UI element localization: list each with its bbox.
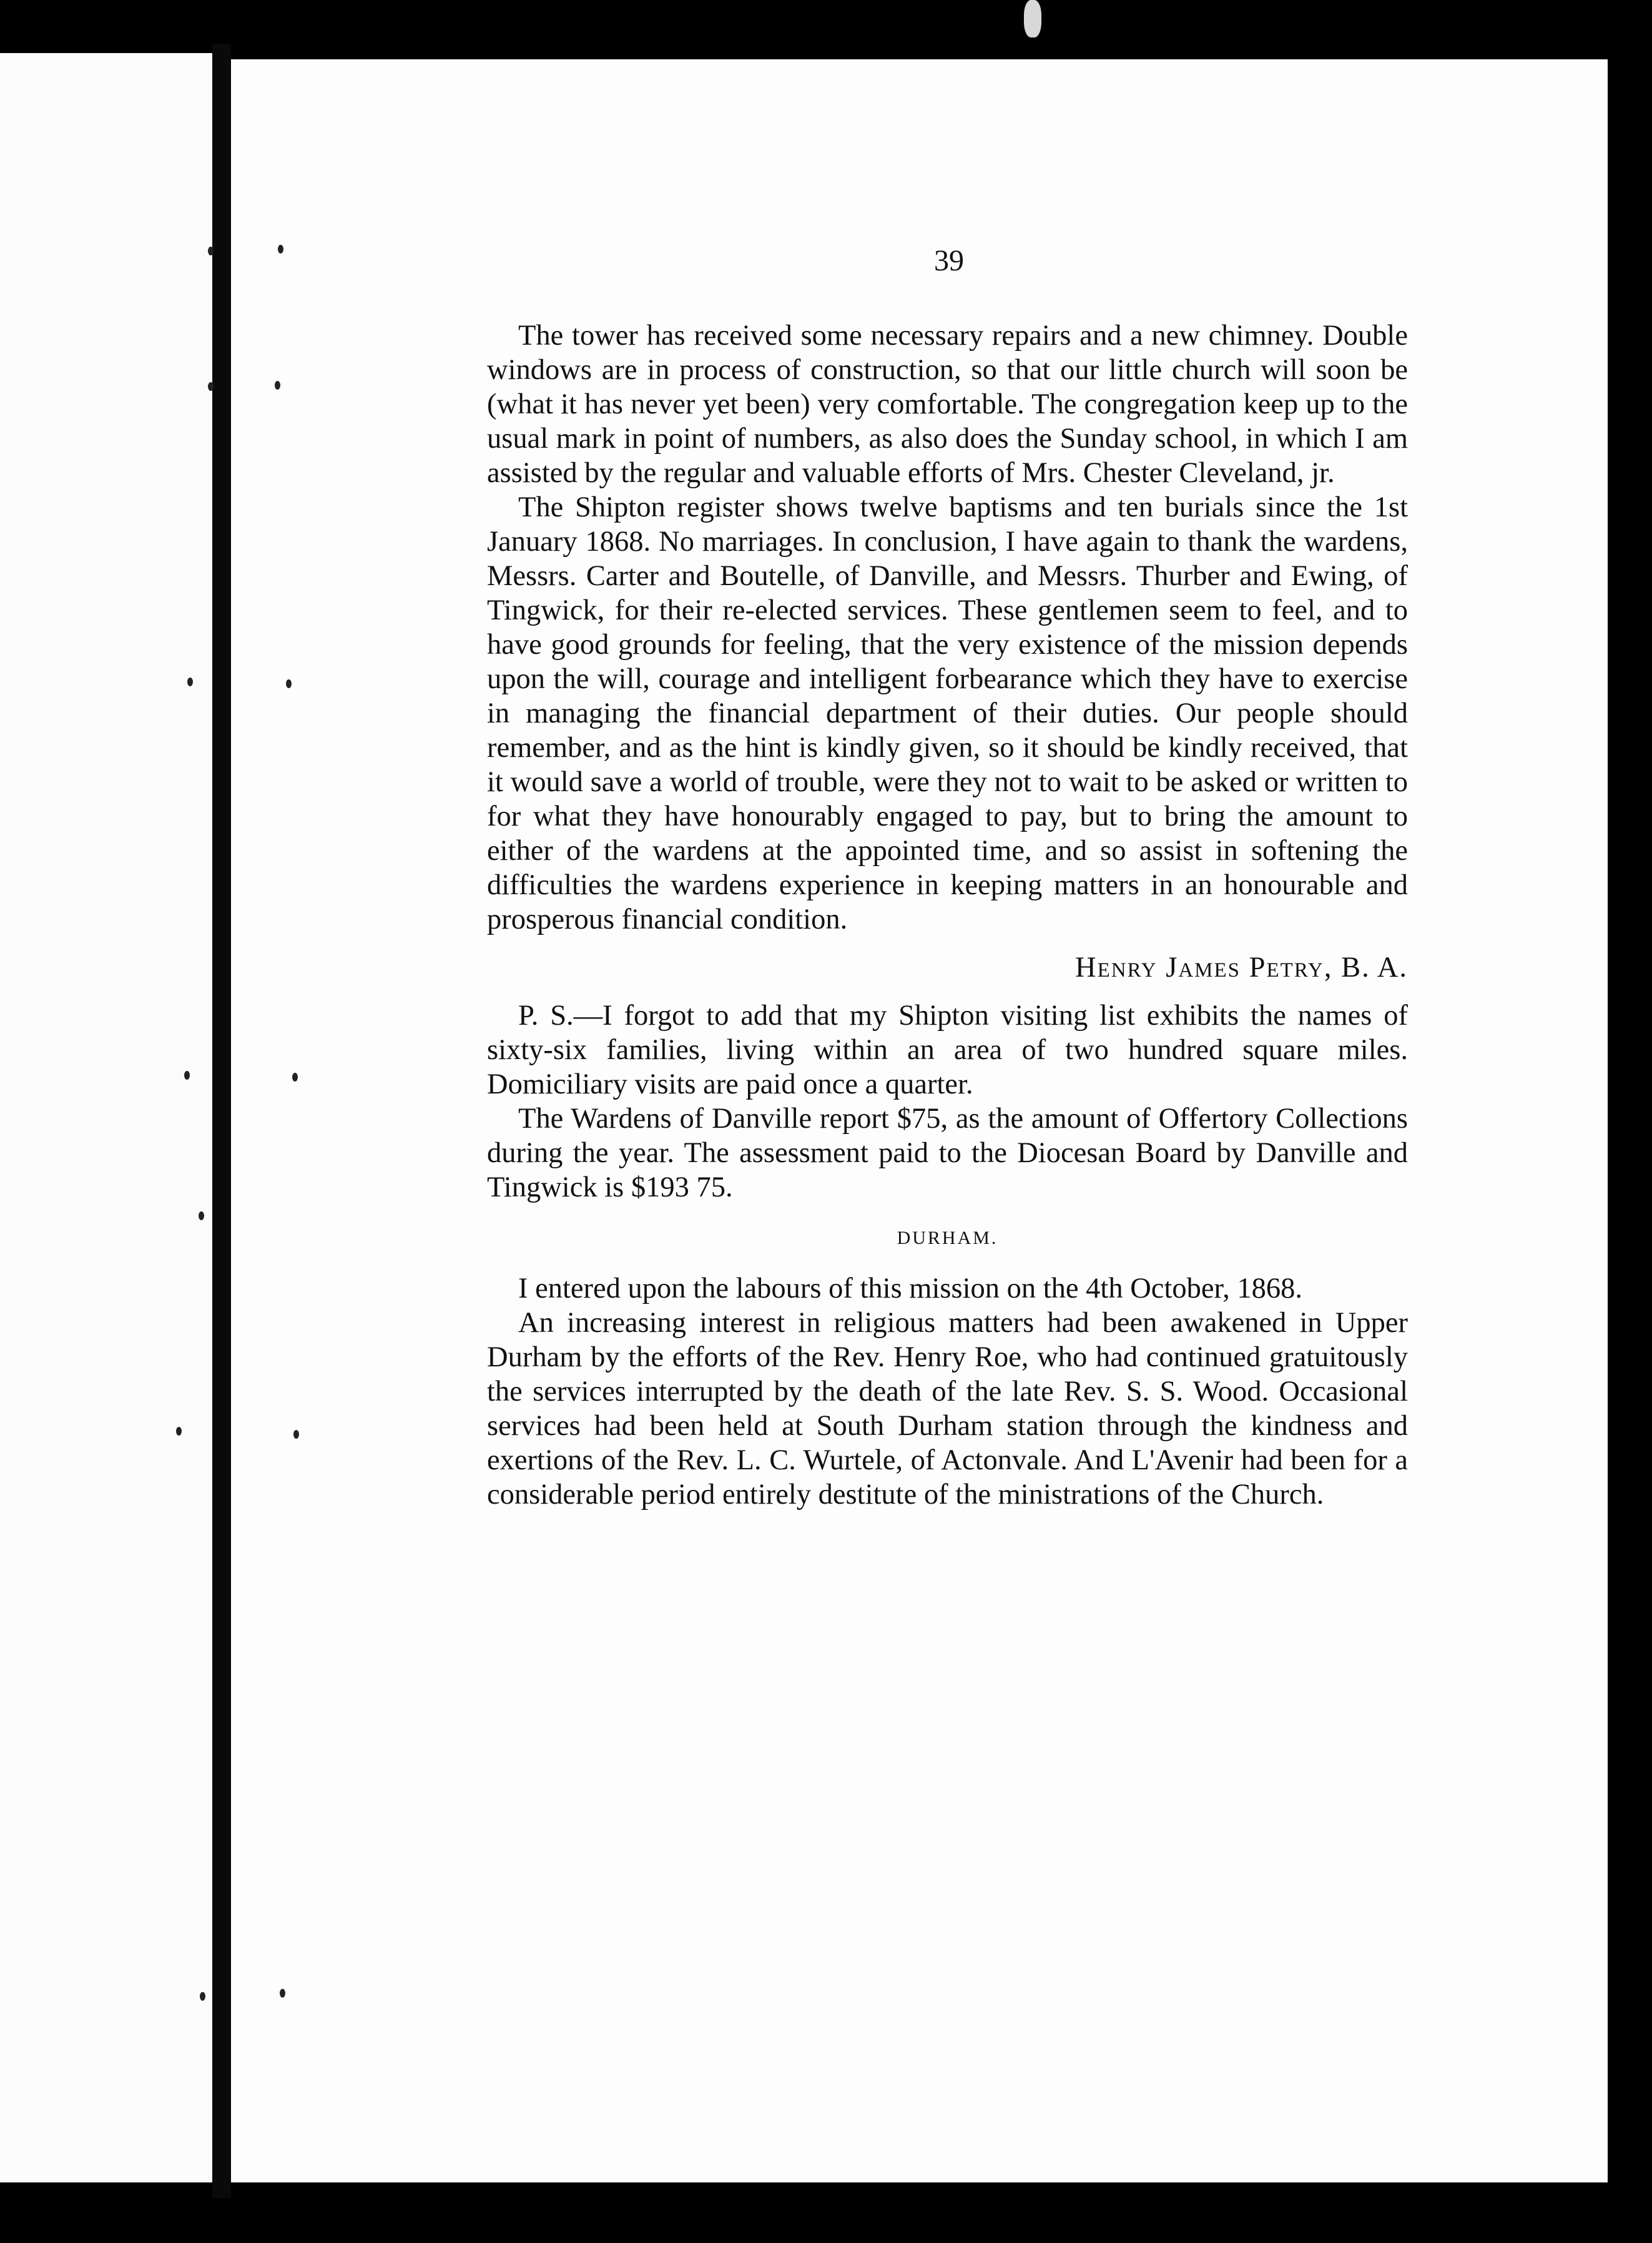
left-page-edge <box>0 53 212 2182</box>
paragraph-shipton-register: The Shipton register shows twelve baptisms and ten burials since the 1st January 1868. No marriages. In conclusion, I have again to thank the wardens, Messrs. Carter and Boutelle, of Danville, and Messrs. Thurber and Ewing, of Tingwick, for their re-elected services. These gentlemen seem to feel, and to have good grounds for feeling, that the very existence of the mission depends upon the will, courage and intelligent forbearance which they have to exercise in managing the financial department of their duties. Our people should remember, and as the hint is kindly given, so it should be kindly received, that it would save a world of trouble, were they not to wait to be asked or written to for what they have honourably engaged to pay, but to bring the amount to either of the wardens at the appointed time, and so assist in softening the difficulties the wardens experience in keeping matters in an honourable and prosperous financial condition. <box>487 491 1408 935</box>
margin-fleck <box>208 382 214 391</box>
scan-blot <box>1024 0 1041 37</box>
margin-fleck <box>286 679 292 688</box>
margin-fleck <box>278 245 283 254</box>
margin-fleck <box>176 1427 182 1436</box>
margin-fleck <box>208 247 214 255</box>
page-gutter <box>212 44 231 2198</box>
margin-fleck <box>199 1211 204 1220</box>
margin-fleck <box>280 1989 285 1998</box>
section-heading-durham: DURHAM. <box>897 1228 998 1248</box>
signature: Henry James Petry, B. A. <box>1075 952 1408 983</box>
paragraph-durham-start: I entered upon the labours of this mission on the 4th October, 1868. <box>518 1273 1302 1304</box>
margin-fleck <box>275 381 280 390</box>
margin-fleck <box>187 678 193 686</box>
paragraph-postscript: P. S.—I forgot to add that my Shipton visiting list exhibits the names of sixty-six families, living within an area of two hundred square miles. Domiciliary visits are paid once a quarter. <box>487 1000 1408 1100</box>
paragraph-offertory: The Wardens of Danville report $75, as the amount of Offertory Collections during the year. The assessment paid to the Diocesan Board by Danville and Tingwick is $193 75. <box>487 1103 1408 1203</box>
body-text <box>487 318 1408 1512</box>
page-number: 39 <box>934 244 964 277</box>
margin-fleck <box>293 1430 299 1439</box>
margin-fleck <box>200 1992 205 2001</box>
paragraph-church-repairs: The tower has received some necessary repairs and a new chimney. Double windows are in process of construction, so that our little church will soon be (what it has never yet been) very comfortable. The congregation keep up to the usual mark in point of numbers, as also does the Sunday school, in which I am assisted by the regular and valuable efforts of Mrs. Chester Cleveland, jr. <box>487 320 1408 489</box>
margin-fleck <box>292 1073 298 1082</box>
margin-fleck <box>184 1071 190 1080</box>
paragraph-durham-interest: An increasing interest in religious matters had been awakened in Upper Durham by the efforts of the Rev. Henry Roe, who had continued gratuitously the services interrupted by the death of the late Rev. S. S. Wood. Occasional services had been held at South Durham station through the kindness and exertions of the Rev. L. C. Wurtele, of Actonvale. And L'Avenir had been for a considerable period entirely destitute of the ministrations of the Church. <box>487 1307 1408 1511</box>
